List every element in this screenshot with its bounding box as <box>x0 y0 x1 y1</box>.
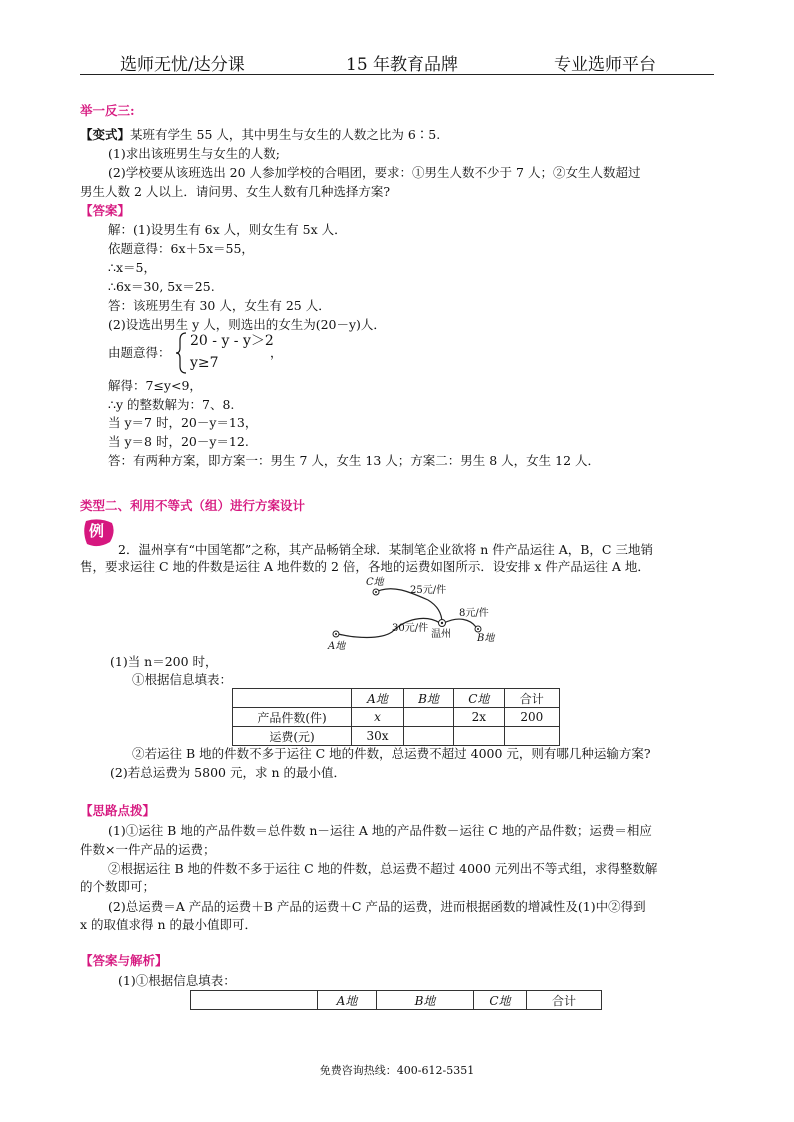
answer-analysis-line: (1)①根据信息填表： <box>118 973 236 988</box>
table-row <box>191 991 602 1010</box>
hint-line: ②根据运往 B 地的件数不多于运往 C 地的件数，总运费不超过 4000 元列出不等式组，求得整数解 <box>108 861 658 876</box>
map-label-a: A地 <box>328 641 346 652</box>
map-label-b: B地 <box>477 633 495 644</box>
question-2b: 男生人数 2 人以上．请问男、女生人数有几种选择方案? <box>80 184 391 199</box>
hint-line: x 的取值求得 n 的最小值即可． <box>80 917 258 932</box>
answer-line: ∴x＝5， <box>108 260 156 275</box>
answer-line: 依题意得：6x＋5x＝55， <box>108 241 254 256</box>
answer-analysis-tag: 【答案与解析】 <box>80 953 168 968</box>
header-center: 15 年教育品牌 <box>346 55 459 75</box>
answer-line: ∴y 的整数解为：7、8. <box>108 397 235 412</box>
map-label-c: C地 <box>366 577 384 588</box>
table-cell <box>191 991 318 1010</box>
table-cell <box>404 727 454 746</box>
page-header <box>80 48 714 75</box>
header-right: 专业选师平台 <box>554 55 656 75</box>
hint-line: (1)①运往 B 地的产品件数＝总件数 n－运往 A 地的产品件数－运往 C 地的产品件数；运费＝相应 <box>108 823 652 838</box>
sub-question-1: (1)当 n＝200 时， <box>110 654 218 669</box>
table-cell: 运费(元) <box>233 727 352 746</box>
answer-line: ∴6x＝30, 5x＝25. <box>108 279 215 294</box>
answer-line: 解：(1)设男生有 6x 人，则女生有 5x 人． <box>108 222 347 237</box>
problem-line-b: 售，要求运往 C 地的件数是运往 A 地件数的 2 倍，各地的运费如图所示．设安排 x 件产品运往 A 地． <box>80 559 650 574</box>
section2-heading: 类型二、利用不等式（组）进行方案设计 <box>80 498 306 513</box>
section1-heading: 举一反三: <box>80 103 135 118</box>
hint-line: 的个数即可； <box>80 879 156 894</box>
variant-tag: 【变式】 <box>80 127 131 142</box>
left-brace <box>176 332 188 374</box>
sub-question-2: (2)若总运费为 5800 元，求 n 的最小值． <box>110 765 346 780</box>
system-suffix: ， <box>270 345 283 360</box>
table-row <box>233 727 560 746</box>
table-cell <box>404 708 454 727</box>
answer-line: 当 y＝7 时，20－y＝13， <box>108 415 258 430</box>
table-row <box>233 689 560 708</box>
footer-hotline: 免费咨询热线：400-612-5351 <box>319 1064 475 1077</box>
table-cell: C地 <box>454 689 505 708</box>
table-cell <box>504 727 559 746</box>
map-cost-a: 30元/件 <box>392 623 429 634</box>
hint-line: (2)总运费＝A 产品的运费＋B 产品的运费＋C 产品的运费，进而根据函数的增减性及(1)中②得到 <box>108 899 646 914</box>
table-cell: 200 <box>504 708 559 727</box>
answer-line: 解得：7≤y<9， <box>108 378 202 393</box>
answer-line: (2)设选出男生 y 人，则选出的女生为(20－y)人． <box>108 317 386 332</box>
table-cell: C地 <box>474 991 527 1010</box>
answer-tag: 【答案】 <box>80 203 131 218</box>
table-cell: A地 <box>318 991 377 1010</box>
variant-text: 某班有学生 55 人，其中男生与女生的人数之比为 6∶5. <box>130 127 441 142</box>
table-cell: x <box>352 708 404 727</box>
question-1: (1)求出该班男生与女生的人数; <box>108 146 280 161</box>
question-2a: (2)学校要从该班选出 20 人参加学校的合唱团，要求：①男生人数不少于 7 人；②女生人数超过 <box>108 165 641 180</box>
system-row-1: 20 - y - y＞2 <box>190 333 274 349</box>
table-cell: B地 <box>377 991 474 1010</box>
problem-line-a: 2．温州享有“中国笔都”之称，其产品畅销全球．某制笔企业欲将 n 件产品运往 A，B，C 三地销 <box>118 542 653 557</box>
example-badge-text: 例 <box>89 522 105 540</box>
sub-question-1b: ②若运往 B 地的件数不多于运往 C 地的件数，总运费不超过 4000 元，则有哪几种运输方案? <box>132 746 651 761</box>
table-cell: 产品件数(件) <box>233 708 352 727</box>
table-cell: 30x <box>352 727 404 746</box>
answer-line: 答：有两种方案，即方案一：男生 7 人，女生 13 人；方案二：男生 8 人，女生 12 人． <box>108 453 601 468</box>
header-left: 选师无忧/达分课 <box>120 55 245 75</box>
table-cell: A地 <box>352 689 404 708</box>
map-cost-c: 25元/件 <box>410 585 447 596</box>
map-cost-b: 8元/件 <box>459 608 489 619</box>
map-label-wenzhou: 温州 <box>431 629 451 640</box>
system-row-2: y≥7 <box>190 355 219 371</box>
table-cell: B地 <box>404 689 454 708</box>
table-cell: 合计 <box>527 991 602 1010</box>
info-table-1 <box>232 688 560 746</box>
table-cell: 合计 <box>504 689 559 708</box>
answer-line: 答：该班男生有 30 人，女生有 25 人． <box>108 298 331 313</box>
sub-question-1a: ①根据信息填表： <box>132 672 233 687</box>
info-table-2 <box>190 990 602 1010</box>
table-row <box>233 708 560 727</box>
hint-line: 件数×一件产品的运费； <box>80 842 216 857</box>
variant-line <box>80 126 440 144</box>
hint-tag: 【思路点拨】 <box>80 803 156 818</box>
answer-line: 当 y＝8 时，20－y＝12. <box>108 434 249 449</box>
table-cell <box>233 689 352 708</box>
table-cell: 2x <box>454 708 505 727</box>
system-prefix: 由题意得： <box>108 345 171 360</box>
table-cell <box>454 727 505 746</box>
